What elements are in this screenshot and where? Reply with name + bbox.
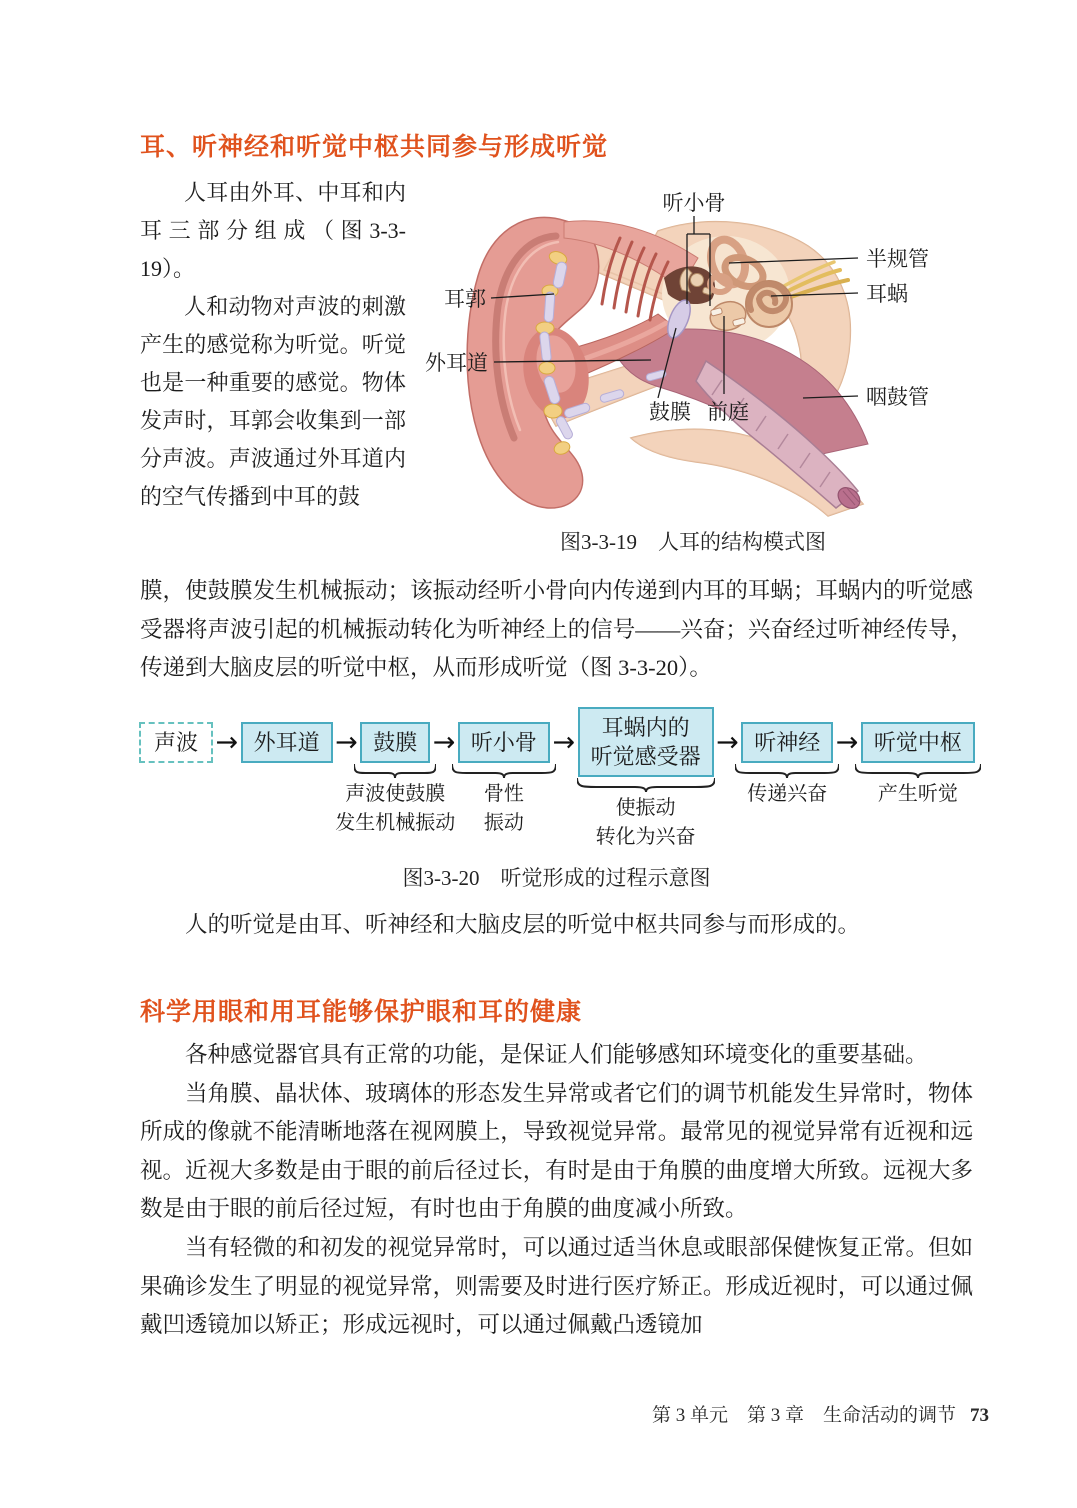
flow-note-auditory-nerve: 传递兴奋 bbox=[747, 782, 828, 805]
label-eardrum: 鼓膜 bbox=[649, 400, 691, 424]
flow-arrow: → bbox=[432, 726, 456, 758]
ear-figure bbox=[406, 176, 980, 528]
section2-para3: 当有轻微的和初发的视觉异常时，可以通过适当休息或眼部保健恢复正常。但如果确诊发生了明显的视觉异常，则需要及时进行医疗矫正。形成近视时，可以通过佩戴凹透镜加以矫正；形成远视时，可以通过佩戴凸透镜加 bbox=[140, 1234, 973, 1338]
flow-node-cochlea-receptor: 耳蜗内的 听觉感受器 使振动 转化为兴奋 bbox=[578, 707, 714, 777]
underbrace bbox=[452, 764, 556, 778]
underbrace bbox=[855, 764, 981, 778]
flow-node-auditory-nerve: 听神经 传递兴奋 bbox=[741, 722, 833, 763]
underbrace bbox=[577, 778, 715, 792]
hearing-flow-diagram bbox=[139, 700, 975, 865]
section2-para2: 当角膜、晶状体、玻璃体的形态发生异常或者它们的调节机能发生异常时，物体所成的像就不能清晰地落在视网膜上，导致视觉异常。最常见的视觉异常有近视和远视。近视大多数是由于眼的前后径过长，有时是由于角膜的曲度增大所致。远视大多数是由于眼的前后径过短，有时也由于角膜的曲度减小所致。 bbox=[140, 1080, 973, 1222]
section1-para2-continuation: 膜，使鼓膜发生机械振动；该振动经听小骨向内传递到内耳的耳蜗；耳蜗内的听觉感受器将声波引起的机械振动转化为听神经上的信号——兴奋；兴奋经过听神经传导，传递到大脑皮层的听觉中枢，从而形成听觉（图 3-3-20）。 bbox=[140, 578, 973, 681]
label-ossicles: 听小骨 bbox=[662, 191, 726, 215]
section1-heading: 耳、听神经和听觉中枢共同参与形成听觉 bbox=[140, 133, 609, 161]
label-pinna: 耳郭 bbox=[444, 287, 486, 311]
ear-diagram bbox=[406, 176, 980, 528]
section2-body bbox=[140, 1036, 973, 1345]
flow-node-eardrum: 鼓膜 声波使鼓膜 发生机械振动 bbox=[360, 722, 430, 763]
flow-arrow: → bbox=[716, 726, 739, 758]
label-semicircular-canal: 半规管 bbox=[866, 247, 929, 271]
section1-para2: 人和动物对声波的刺激产生的感觉称为听觉。听觉也是一种重要的感觉。物体发声时，耳郭会收集到一部分声波。声波通过外耳道内的空气传播到中耳的鼓 bbox=[140, 294, 406, 509]
flow-note-eardrum: 声波使鼓膜 发生机械振动 bbox=[335, 782, 456, 834]
flow-note-cochlea: 使振动 转化为兴奋 bbox=[595, 797, 696, 848]
flow-arrow: → bbox=[335, 726, 358, 758]
footer-chapter-text: 第 3 单元 第 3 章 生命活动的调节 bbox=[651, 1405, 956, 1426]
page-footer bbox=[652, 1400, 989, 1427]
flow-arrow: → bbox=[552, 726, 576, 758]
section2-heading: 科学用眼和用耳能够保护眼和耳的健康 bbox=[140, 998, 583, 1026]
flow-arrow: → bbox=[215, 726, 239, 758]
flow-note-ossicles: 骨性 振动 bbox=[483, 782, 524, 834]
label-vestibule: 前庭 bbox=[707, 400, 749, 424]
figure2-caption: 图3-3-20 听觉形成的过程示意图 bbox=[402, 866, 711, 890]
flow-node-ossicles: 听小骨 骨性 振动 bbox=[458, 722, 550, 763]
flow-node-auditory-center: 听觉中枢 产生听觉 bbox=[861, 722, 975, 763]
flow-note-auditory-center: 产生听觉 bbox=[877, 782, 958, 805]
label-ear-canal: 外耳道 bbox=[425, 351, 488, 375]
underbrace bbox=[354, 764, 436, 778]
flow-node-sound-wave: 声波 bbox=[139, 722, 213, 763]
page-number: 73 bbox=[970, 1405, 989, 1426]
label-eustachian-tube: 咽鼓管 bbox=[866, 385, 929, 409]
section1-para3-wrap bbox=[140, 906, 973, 945]
section1-left-column bbox=[140, 174, 406, 516]
section1-para1: 人耳由外耳、中耳和内耳三部分组成（图3-3-19）。 bbox=[140, 180, 406, 281]
figure1-caption: 图3-3-19 人耳的结构模式图 bbox=[560, 530, 826, 554]
section1-para3: 人的听觉是由耳、听神经和大脑皮层的听觉中枢共同参与而形成的。 bbox=[185, 912, 861, 937]
underbrace bbox=[735, 764, 839, 778]
label-cochlea: 耳蜗 bbox=[866, 282, 908, 306]
flow-arrow: → bbox=[835, 726, 859, 758]
flow-node-ear-canal: 外耳道 bbox=[241, 722, 333, 763]
section2-para1: 各种感觉器官具有正常的功能，是保证人们能够感知环境变化的重要基础。 bbox=[185, 1042, 928, 1067]
